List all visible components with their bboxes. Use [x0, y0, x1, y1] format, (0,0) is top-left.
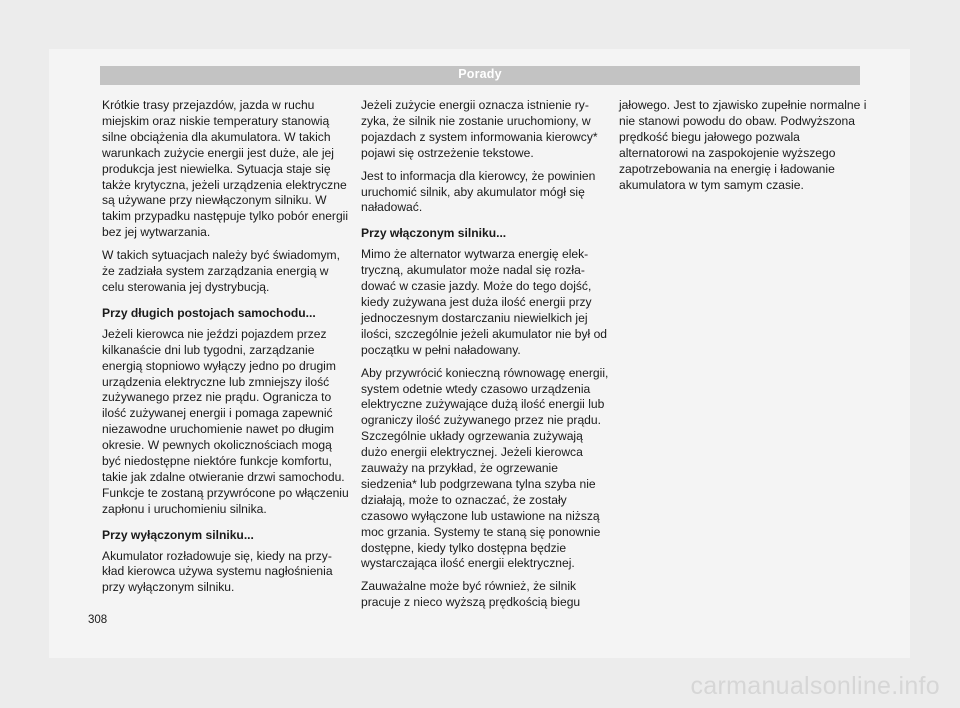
paragraph: Jeżeli zużycie energii oznacza istnienie ryzyka, że silnik nie zostanie uruchomiony, w pojazdach z system informowania kierowcy* pojawi się ostrzeżenie tekstowe.: [361, 98, 598, 160]
text-column-1: [102, 98, 350, 603]
section-title: Porady: [458, 67, 502, 81]
text-column-3: [619, 98, 867, 200]
section-header-bar: [100, 66, 860, 85]
watermark: carmanualsonline.info: [690, 672, 940, 700]
paragraph: Zauważalne może być również, że silnik pracuje z nieco wyższą prędkością biegu: [361, 579, 581, 610]
paragraph: Akumulator rozładowuje się, kiedy na przykład kierowca używa systemu nagłośnienia przy wyłączonym silniku.: [102, 548, 333, 595]
paragraph: W takich sytuacjach należy być świadomym, że zadziała system zarządzania energią w celu sterowania jej dystrybucją.: [102, 248, 340, 294]
paragraph: Mimo że alternator wytwarza energię elektryczną, akumulator może nadal się rozładować w czasie jazdy. Może do tego dojść, kiedy zużywana jest duża ilość energii przy jednoczesnym dostarczaniu niewielkich jej ilości, szczególnie jeżeli akumulator nie był od początku w pełni naładowany.: [361, 247, 608, 357]
text-column-2: [361, 98, 609, 618]
paragraph: Krótkie trasy przejazdów, jazda w ruchu miejskim oraz niskie temperatury stanowią silne obciążenia dla akumulatora. W takich warunkach zużycie energii jest duże, ale jej produkcja jest niewielka. Sytuacja staje się także krytyczna, jeżeli urządzenia elektryczne są używane przy niewłączonym silniku. W takim przypadku następuje tylko pobór energii bez jej wytwarzania.: [102, 98, 349, 240]
page-number: 308: [88, 614, 108, 626]
paragraph: jałowego. Jest to zjawisko zupełnie normalne i nie stanowi powodu do obaw. Podwyższona prędkość biegu jałowego pozwala alternatorowi na zaspokojenie wyższego zapotrzebowania na energię i ładowanie akumulatora w tym samym czasie.: [619, 98, 867, 192]
paragraph: Jest to informacja dla kierowcy, że powinien uruchomić silnik, aby akumulator mógł się naładować.: [361, 168, 596, 215]
subheading: Przy włączonym silniku...: [361, 226, 507, 241]
paragraph: Jeżeli kierowca nie jeździ pojazdem przez kilkanaście dni lub tygodni, zarządzanie energią stopniowo wyłączy jedno po drugim urządzenia elektryczne lub zmniejszy ilość zużywanego przez nie prądu. Ogranicza to ilość zużywanej energii i pomaga zapewnić niezawodne uruchomienie nawet po długim okresie. W pewnych okolicznościach mogą być niedostępne niektóre funkcje komfortu, takie jak zdalne otwieranie drzwi samochodu. Funkcje te zostaną przywrócone po włączeniu zapłonu i uruchomieniu silnika.: [102, 326, 349, 516]
paragraph: Aby przywrócić konieczną równowagę energii, system odetnie wtedy czasowo urządzenia elektryczne zużywające dużą ilość energii lub ograniczy ilość zużywanego przez nie prądu. Szczególnie układy ogrzewania zużywają dużo energii elektrycznej. Jeżeli kierowca zauważy na przykład, że ogrzewanie siedzenia* lub podgrzewana tylna szyba nie działają, może to oznaczać, że zostały czasowo wyłączone lub ustawione na niższą moc grzania. Systemy te staną się ponownie dostępne, kiedy tylko dostępna będzie wystarczająca ilość energii elektrycznej.: [361, 365, 609, 571]
subheading: Przy długich postojach samochodu...: [102, 305, 316, 320]
subheading: Przy wyłączonym silniku...: [102, 527, 254, 542]
